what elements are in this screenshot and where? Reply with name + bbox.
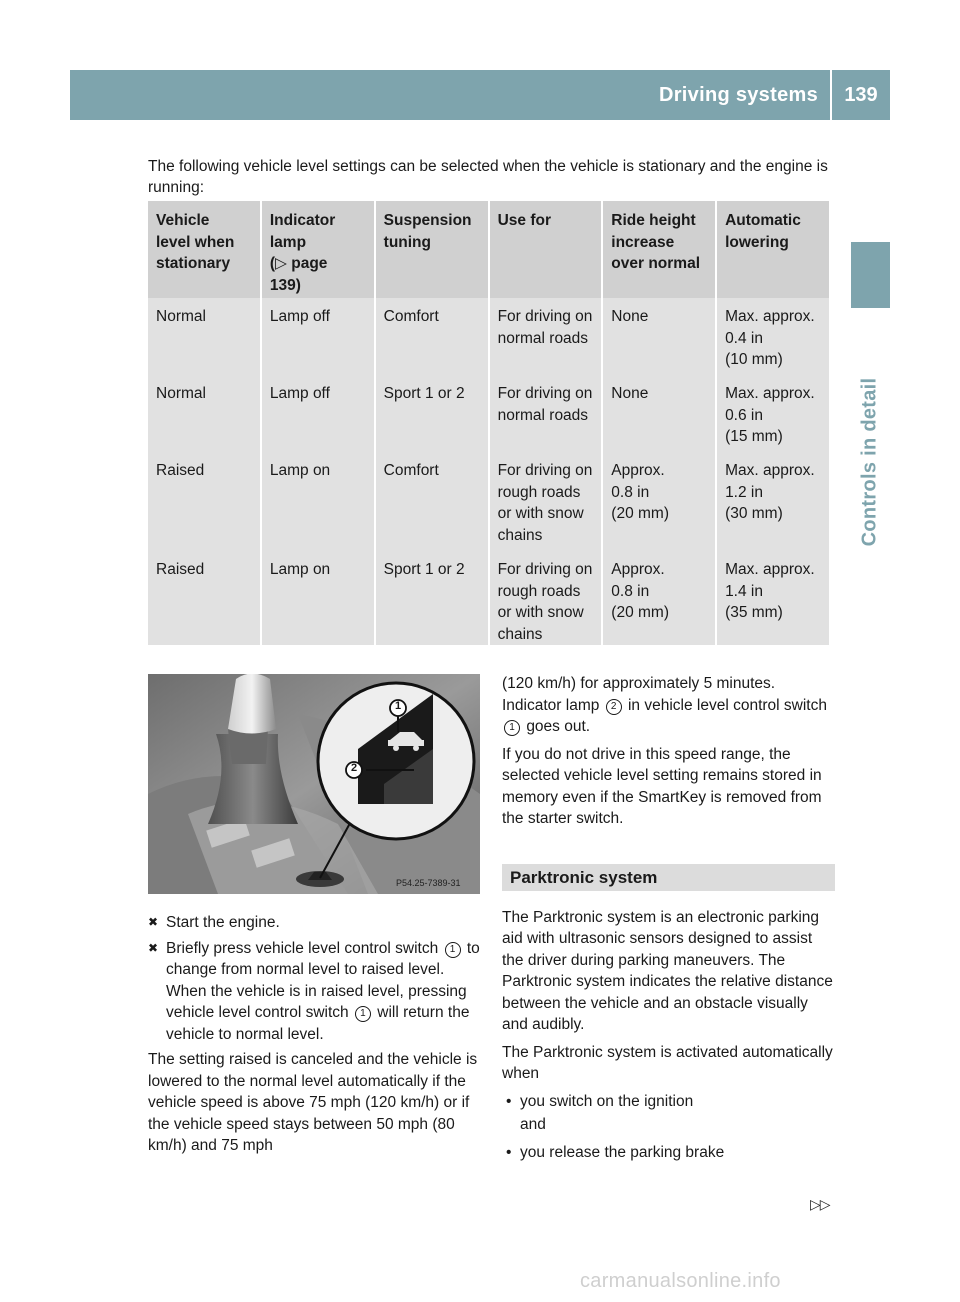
table-cell: Max. approx. 1.2 in (30 mm) — [717, 452, 829, 551]
table-cell: Lamp on — [262, 452, 374, 551]
page-number: 139 — [844, 83, 878, 106]
table-cell: None — [603, 375, 715, 452]
column-header: Automatic lowering — [717, 201, 829, 298]
table-cell: Max. approx. 1.4 in (35 mm) — [717, 551, 829, 645]
step-text: will return the vehicle to normal level. — [166, 1004, 470, 1043]
gear-lever-illustration — [148, 674, 480, 894]
intro-paragraph: The following vehicle level settings can be selected when the vehicle is stationary and the engine is running: — [148, 158, 828, 196]
list-item-text: you switch on the ignition — [520, 1092, 694, 1110]
table-cell: Normal — [148, 375, 260, 452]
column-header: Use for — [490, 201, 602, 298]
table-cell: For driving on rough roads or with snow chains — [490, 551, 602, 645]
vehicle-level-table — [146, 201, 831, 645]
continued-arrows-icon: ▷▷ — [810, 1196, 830, 1212]
step-press-switch — [148, 938, 483, 1046]
step-text: Start the engine. — [166, 914, 280, 931]
list-item-text: you release the parking brake — [520, 1143, 725, 1161]
bullet-icon: • — [506, 1092, 512, 1110]
step-marker-icon: ✖ — [148, 940, 159, 955]
column-header: Ride height increase over normal — [603, 201, 715, 298]
table-cell: For driving on rough roads or with snow chains — [490, 452, 602, 551]
image-code: P54.25-7389-31 — [396, 878, 461, 888]
table-cell: Raised — [148, 452, 260, 551]
gear-lever-photo — [148, 674, 480, 894]
step-marker-icon: ✖ — [148, 915, 159, 929]
page-header — [70, 70, 890, 120]
callout-2-label: 2 — [350, 762, 358, 774]
chapter-title: Driving systems — [658, 83, 818, 106]
bullet-icon: • — [506, 1143, 512, 1161]
table-cell: For driving on normal roads — [490, 298, 602, 375]
table-cell: Approx. 0.8 in (20 mm) — [603, 551, 715, 645]
memory-paragraph: If you do not drive in this speed range, the selected vehicle level setting remains stored in memory even if the SmartKey is removed from the starter switch. — [502, 745, 822, 827]
table-cell: Lamp off — [262, 298, 374, 375]
step-start-engine — [148, 912, 483, 934]
step-text: Briefly press vehicle level control switch — [166, 939, 439, 957]
table-row — [148, 298, 829, 375]
column-header: Indicator lamp (▷ page 139) — [262, 201, 374, 298]
left-column — [148, 912, 483, 1163]
side-tab-marker — [851, 242, 890, 308]
section-heading: Parktronic system — [502, 864, 835, 891]
table-cell: Raised — [148, 551, 260, 645]
column-header: Vehicle level when stationary — [148, 201, 260, 298]
callout-1-icon: 1 — [355, 1006, 371, 1022]
table-cell: Normal — [148, 298, 260, 375]
callout-1-label: 1 — [394, 700, 402, 712]
callout-1-icon: 1 — [504, 720, 520, 736]
table-header-row — [148, 201, 829, 298]
table-cell: Approx. 0.8 in (20 mm) — [603, 452, 715, 551]
table-cell: Sport 1 or 2 — [376, 551, 488, 645]
table-cell: Sport 1 or 2 — [376, 375, 488, 452]
table-cell: Lamp off — [262, 375, 374, 452]
column-header: Suspension tuning — [376, 201, 488, 298]
indicator-paragraph — [502, 673, 835, 738]
table-cell: Comfort — [376, 298, 488, 375]
callout-2-icon: 2 — [606, 699, 622, 715]
table-cell: Comfort — [376, 452, 488, 551]
list-item — [502, 1142, 835, 1164]
parktronic-description: The Parktronic system is an electronic parking aid with ultrasonic sensors designed to assist the driver during parking maneuvers. The Parktronic system indicates the relative distance between the vehicle and an obstacle visually and audibly. — [502, 908, 833, 1033]
table-cell: None — [603, 298, 715, 375]
paragraph-text: in vehicle level control switch — [627, 696, 827, 714]
paragraph-text: (120 km/h) for approximately 5 minutes. Indicator lamp — [502, 675, 776, 714]
table-cell: Max. approx. 0.6 in (15 mm) — [717, 375, 829, 452]
table-row — [148, 375, 829, 452]
table-row — [148, 452, 829, 551]
step-text: to change from normal level to raised level. When the vehicle is in raised level, pressing vehicle level control switch — [166, 939, 480, 1021]
table-cell: Max. approx. 0.4 in (10 mm) — [717, 298, 829, 375]
table-cell: For driving on normal roads — [490, 375, 602, 452]
right-column — [502, 673, 835, 1167]
auto-cancel-paragraph: The setting raised is canceled and the vehicle is lowered to the normal level automatically if the vehicle speed is above 75 mph (120 km/h) or if the vehicle speed stays between 50 mph (80 km/h) and 75 mph — [148, 1051, 478, 1154]
callout-1-icon: 1 — [445, 942, 461, 958]
list-item — [502, 1091, 835, 1113]
watermark: carmanualsonline.info — [580, 1270, 781, 1292]
paragraph-text: goes out. — [526, 718, 591, 735]
table-cell: Lamp on — [262, 551, 374, 645]
activation-paragraph: The Parktronic system is activated automatically when — [502, 1043, 833, 1082]
section-side-label: Controls in detail — [858, 377, 881, 547]
table-row — [148, 551, 829, 645]
and-connector: and — [520, 1116, 546, 1133]
